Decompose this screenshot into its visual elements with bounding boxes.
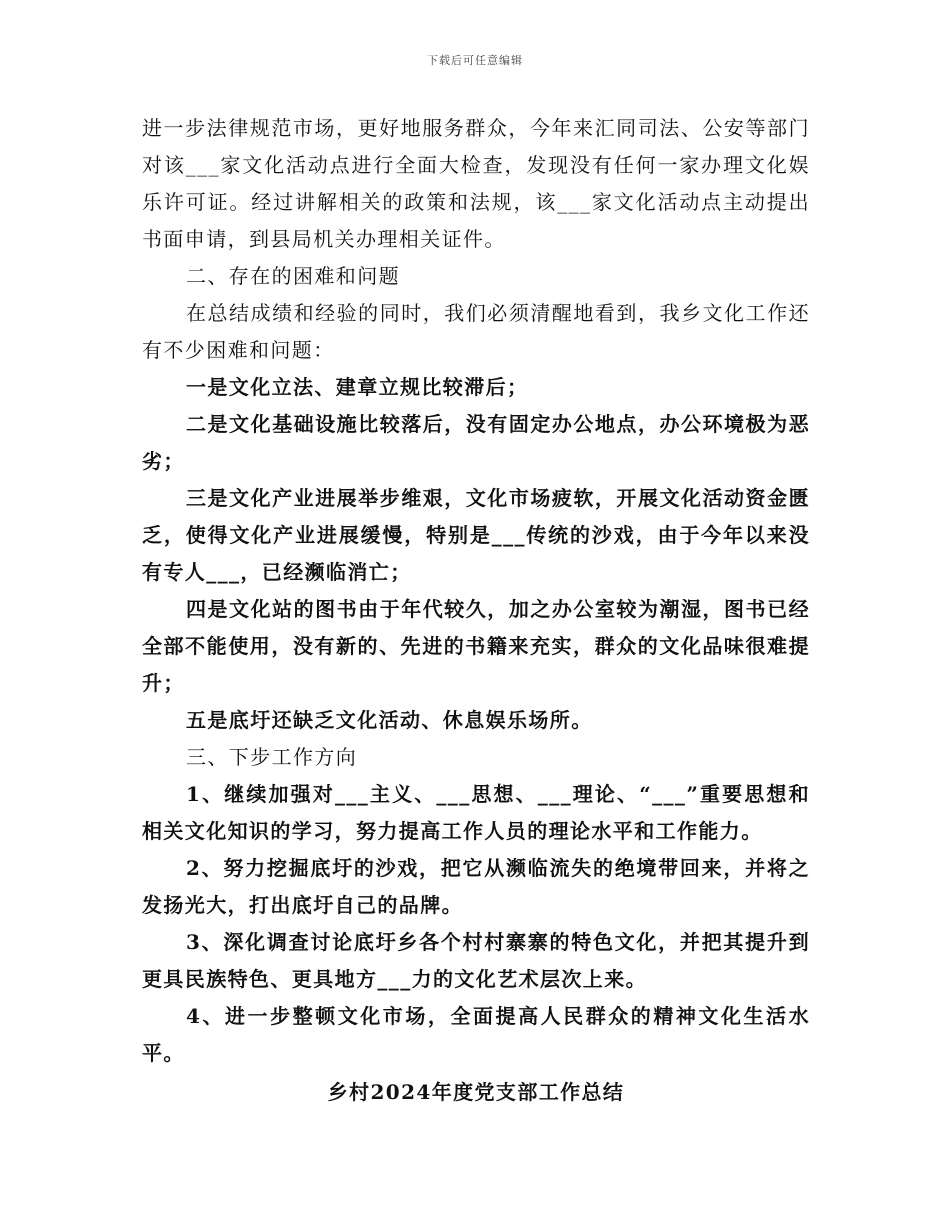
next-step-item-4: 4、进一步整顿文化市场，全面提高人民群众的精神文化生活水平。: [142, 1004, 810, 1065]
next-step-item-3: 3、深化调查讨论底圩乡各个村村寨寨的特色文化，并把其提升到更具民族特色、更具地方___力的文化艺术层次上来。: [142, 930, 810, 991]
page-header: 下载后可任意编辑: [427, 54, 523, 67]
section-heading-problems: 二、存在的困难和问题: [186, 264, 400, 288]
problem-item-3: 三是文化产业进展举步维艰，文化市场疲软，开展文化活动资金匮乏，使得文化产业进展缓慢，特别是___传统的沙戏，由于今年以来没有专人___，已经濒临消亡；: [142, 486, 810, 584]
next-step-item-2: 2、努力挖掘底圩的沙戏，把它从濒临流失的绝境带回来，并将之发扬光大，打出底圩自己的品牌。: [142, 856, 810, 917]
problem-item-5: 五是底圩还缺乏文化活动、休息娱乐场所。: [186, 708, 593, 732]
next-step-item-1: 1、继续加强对___主义、___思想、___理论、“___”重要思想和相关文化知识的学习，努力提高工作人员的理论水平和工作能力。: [142, 782, 810, 843]
document-body: [142, 110, 810, 1111]
paragraph-problems-intro: 在总结成绩和经验的同时，我们必须清醒地看到，我乡文化工作还有不少困难和问题：: [142, 301, 810, 362]
paragraph-intro: 进一步法律规范市场，更好地服务群众，今年来汇同司法、公安等部门对该___家文化活动点进行全面大检查，发现没有任何一家办理文化娱乐许可证。经过讲解相关的政策和法规，该___家文化活动点主动提出书面申请，到县局机关办理相关证件。: [142, 116, 810, 251]
problem-item-2: 二是文化基础设施比较落后，没有固定办公地点，办公环境极为恶劣；: [142, 412, 810, 473]
problem-item-1: 一是文化立法、建章立规比较滞后；: [186, 375, 529, 399]
section-heading-next-steps: 三、下步工作方向: [186, 745, 358, 769]
next-document-title: 乡村2024年度党支部工作总结: [327, 1080, 625, 1104]
problem-item-4: 四是文化站的图书由于年代较久，加之办公室较为潮湿，图书已经全部不能使用，没有新的、先进的书籍来充实，群众的文化品味很难提升；: [142, 597, 810, 695]
